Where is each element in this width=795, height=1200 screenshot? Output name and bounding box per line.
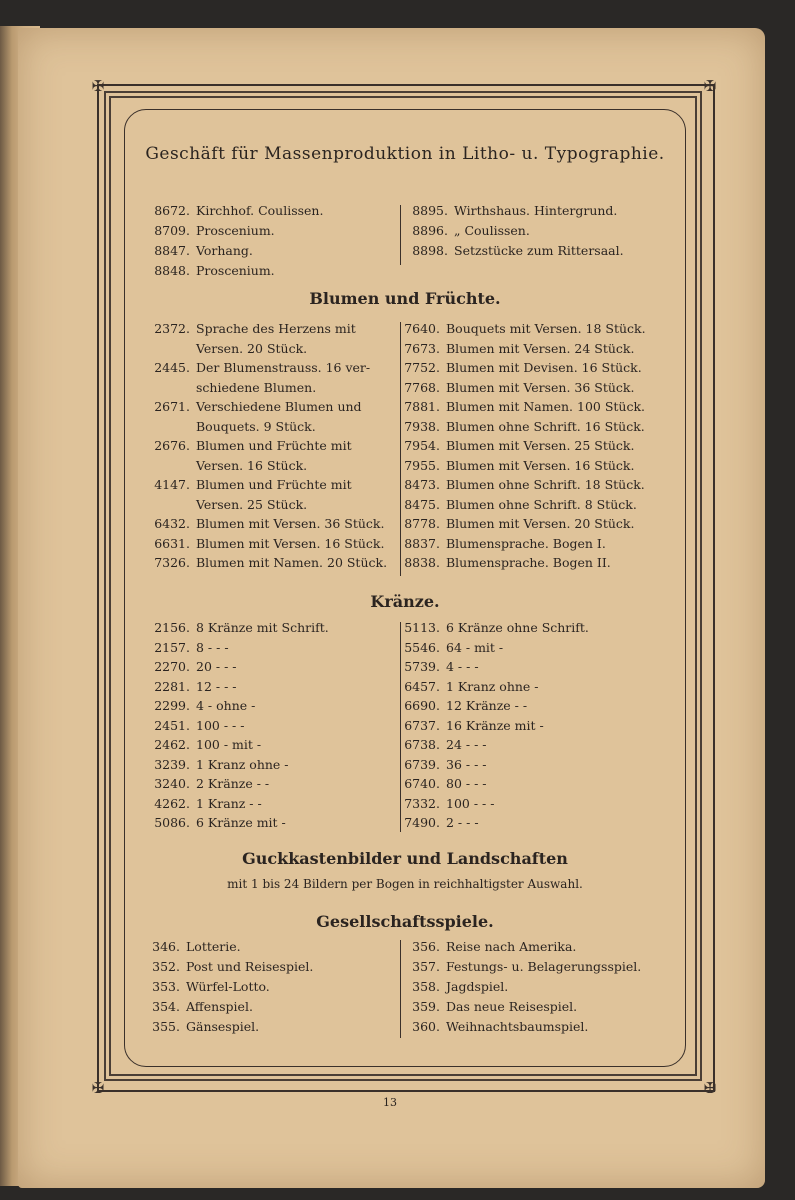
list-item [150, 319, 400, 339]
list-item [150, 774, 400, 794]
item-number: 352. [152, 959, 180, 974]
item-number: 2451. [154, 717, 190, 733]
item-text: Reise nach Amerika. [446, 939, 577, 954]
item-text: 6 Kränze mit - [196, 815, 286, 830]
page-header: Geschäft für Massenproduktion in Litho- u. Typographie. [145, 144, 665, 164]
item-number: 7955. [404, 457, 440, 473]
list-item [150, 261, 400, 281]
item-number: 2372. [154, 321, 190, 336]
list-item [400, 378, 660, 398]
item-text: Affenspiel. [186, 999, 253, 1014]
list-item [150, 241, 400, 261]
item-number: 357. [412, 959, 440, 974]
item-number: 2445. [154, 360, 190, 375]
list-item [400, 735, 660, 755]
item-number: 5113. [404, 620, 440, 635]
item-text: 100 - - - [446, 795, 495, 811]
list-item [400, 696, 660, 716]
list-item [150, 201, 400, 221]
item-text: Versen. 25 Stück. [196, 496, 308, 512]
item-text: schiedene Blumen. [196, 379, 317, 395]
list-item [400, 677, 660, 697]
list-item [150, 716, 400, 736]
item-text: 2 Kränze - - [196, 776, 270, 791]
list-item [400, 319, 660, 339]
list-item [150, 436, 400, 456]
item-number: 354. [152, 999, 180, 1014]
item-number: 6690. [404, 698, 440, 713]
list-item [400, 553, 660, 573]
list-item [400, 514, 660, 534]
list-item [140, 937, 390, 957]
list-item [400, 977, 660, 997]
page-number: 13 [383, 1096, 397, 1109]
item-text: 6 Kränze ohne Schrift. [446, 620, 589, 635]
item-number: 4262. [154, 795, 190, 811]
item-text: 8 Kränze mit Schrift. [196, 620, 329, 635]
item-text: Würfel-Lotto. [186, 979, 270, 994]
list-item [400, 1017, 660, 1037]
item-number: 8847. [154, 243, 190, 258]
spiele-left-list [140, 937, 390, 1037]
list-item [150, 534, 400, 554]
list-item [140, 997, 390, 1017]
item-number: 5546. [404, 639, 440, 655]
list-item [150, 495, 400, 515]
item-text: Vorhang. [196, 243, 253, 258]
item-text: 4 - - - [446, 659, 479, 674]
item-number: 7881. [404, 399, 440, 414]
list-item [408, 221, 658, 241]
list-item [400, 358, 660, 378]
item-text: 20 - - - [196, 659, 237, 674]
section-title-kraenze: Kränze. [370, 592, 440, 611]
item-number: 8848. [154, 263, 190, 278]
list-item [150, 735, 400, 755]
list-item [400, 495, 660, 515]
item-number: 2462. [154, 737, 190, 752]
item-text: Blumen mit Versen. 16 Stück. [196, 535, 385, 551]
list-item [408, 201, 658, 221]
list-item [400, 475, 660, 495]
list-item [400, 794, 660, 814]
item-text: 12 - - - [196, 678, 237, 694]
item-text: Blumensprache. Bogen I. [446, 535, 606, 551]
list-item [150, 696, 400, 716]
list-item [150, 677, 400, 697]
kraenze-right-list [400, 618, 660, 833]
item-text: 36 - - - [446, 756, 487, 772]
item-number: 2299. [154, 698, 190, 713]
ornament-corner-icon: ✠ [703, 1079, 717, 1097]
item-text: Jagdspiel. [446, 979, 509, 994]
item-number: 7490. [404, 815, 440, 830]
item-number: 346. [152, 939, 180, 954]
list-item [400, 456, 660, 476]
item-text: 80 - - - [446, 776, 487, 791]
list-item [150, 638, 400, 658]
column-divider [400, 205, 401, 265]
item-number: 8895. [412, 203, 448, 218]
top-right-list [408, 201, 658, 261]
item-text: Versen. 16 Stück. [196, 457, 308, 473]
list-item [408, 241, 658, 261]
item-text: Bouquets mit Versen. 18 Stück. [446, 321, 646, 336]
item-text: Blumen mit Versen. 36 Stück. [196, 516, 385, 531]
item-text: Blumensprache. Bogen II. [446, 555, 611, 570]
list-item [400, 534, 660, 554]
item-number: 2671. [154, 399, 190, 414]
item-text: 100 - mit - [196, 737, 262, 752]
list-item [400, 937, 660, 957]
list-item [400, 774, 660, 794]
blumen-right-list [400, 319, 660, 573]
item-number: 6739. [404, 756, 440, 772]
item-text: Blumen ohne Schrift. 18 Stück. [446, 477, 645, 492]
item-number: 8896. [412, 223, 448, 238]
item-number: 7640. [404, 321, 440, 336]
item-text: Blumen ohne Schrift. 16 Stück. [446, 418, 645, 434]
list-item [150, 553, 400, 573]
item-number: 8837. [404, 535, 440, 551]
section-title-guckkasten: Guckkastenbilder und Landschaften [242, 849, 568, 868]
list-item [400, 638, 660, 658]
list-item [400, 657, 660, 677]
item-text: Blumen mit Versen. 24 Stück. [446, 340, 635, 356]
item-number: 355. [152, 1019, 180, 1034]
list-item [400, 755, 660, 775]
item-text: Festungs- u. Belagerungsspiel. [446, 959, 642, 974]
item-number: 7768. [404, 379, 440, 395]
item-number: 2281. [154, 678, 190, 694]
item-text: Blumen mit Devisen. 16 Stück. [446, 360, 642, 375]
item-number: 6432. [154, 516, 190, 531]
item-text: Gänsespiel. [186, 1019, 260, 1034]
item-number: 8898. [412, 243, 448, 258]
list-item [400, 397, 660, 417]
item-text: 4 - ohne - [196, 698, 256, 713]
item-text: 1 Kranz ohne - [446, 678, 539, 694]
item-number: 353. [152, 979, 180, 994]
list-item [150, 813, 400, 833]
list-item [400, 957, 660, 977]
list-item [150, 794, 400, 814]
item-text: 100 - - - [196, 717, 245, 733]
item-number: 2157. [154, 639, 190, 655]
item-number: 5739. [404, 659, 440, 674]
list-item [400, 417, 660, 437]
item-text: Weihnachtsbaumspiel. [446, 1019, 589, 1034]
item-text: Blumen und Früchte mit [196, 438, 352, 453]
list-item [400, 716, 660, 736]
item-text: Setzstücke zum Rittersaal. [454, 243, 624, 258]
item-text: Sprache des Herzens mit [196, 321, 356, 336]
list-item [150, 456, 400, 476]
list-item [140, 1017, 390, 1037]
list-item [400, 436, 660, 456]
item-text: Das neue Reisespiel. [446, 999, 578, 1014]
item-number: 2270. [154, 659, 190, 674]
section-title-blumen: Blumen und Früchte. [309, 289, 501, 308]
item-number: 6738. [404, 737, 440, 752]
item-number: 8838. [404, 555, 440, 570]
blumen-left-list [150, 319, 400, 573]
list-item [150, 657, 400, 677]
list-item [140, 957, 390, 977]
item-text: Versen. 20 Stück. [196, 340, 308, 356]
list-item [150, 514, 400, 534]
item-text: 16 Kränze mit - [446, 717, 544, 733]
list-item [400, 997, 660, 1017]
item-number: 7326. [154, 555, 190, 570]
item-number: 7938. [404, 418, 440, 434]
item-text: 8 - - - [196, 639, 229, 655]
item-number: 6737. [404, 717, 440, 733]
item-text: Bouquets. 9 Stück. [196, 418, 316, 434]
list-item [150, 618, 400, 638]
list-item [150, 417, 400, 437]
list-item [150, 755, 400, 775]
item-text: Blumen ohne Schrift. 8 Stück. [446, 496, 637, 512]
item-number: 2676. [154, 438, 190, 453]
item-text: Der Blumenstrauss. 16 ver- [196, 360, 371, 375]
item-number: 2156. [154, 620, 190, 635]
item-number: 358. [412, 979, 440, 994]
list-item [400, 339, 660, 359]
item-text: Blumen mit Versen. 20 Stück. [446, 516, 635, 531]
item-number: 7954. [404, 438, 440, 453]
item-number: 360. [412, 1019, 440, 1034]
item-text: Blumen und Früchte mit [196, 477, 352, 492]
kraenze-left-list [150, 618, 400, 833]
list-item [400, 618, 660, 638]
item-number: 6457. [404, 678, 440, 694]
list-item [150, 475, 400, 495]
item-text: 64 - mit - [446, 639, 504, 655]
item-text: 1 Kranz ohne - [196, 756, 289, 772]
item-number: 7673. [404, 340, 440, 356]
item-text: 1 Kranz - - [196, 795, 262, 811]
item-number: 8778. [404, 516, 440, 531]
item-text: Blumen mit Versen. 25 Stück. [446, 438, 635, 453]
item-text: Kirchhof. Coulissen. [196, 203, 324, 218]
section-subtitle-guckkasten: mit 1 bis 24 Bildern per Bogen in reichhaltigster Auswahl. [227, 877, 583, 891]
item-text: „ Coulissen. [454, 223, 530, 238]
item-text: Post und Reisespiel. [186, 959, 314, 974]
section-title-spiele: Gesellschaftsspiele. [316, 912, 494, 931]
item-number: 3240. [154, 776, 190, 791]
item-text: Verschiedene Blumen und [196, 399, 362, 414]
item-number: 359. [412, 999, 440, 1014]
item-text: Lotterie. [186, 939, 241, 954]
item-number: 6740. [404, 776, 440, 791]
item-text: Blumen mit Versen. 36 Stück. [446, 379, 635, 395]
item-text: Wirthshaus. Hintergrund. [454, 203, 618, 218]
item-text: Blumen mit Namen. 100 Stück. [446, 399, 646, 414]
item-number: 5086. [154, 815, 190, 830]
item-text: 12 Kränze - - [446, 698, 528, 713]
list-item [400, 813, 660, 833]
item-text: Blumen mit Namen. 20 Stück. [196, 555, 388, 570]
item-number: 7332. [404, 795, 440, 811]
item-number: 8475. [404, 496, 440, 512]
item-text: 2 - - - [446, 815, 479, 830]
list-item [150, 221, 400, 241]
item-text: Proscenium. [196, 263, 275, 278]
list-item [150, 378, 400, 398]
list-item [150, 339, 400, 359]
list-item [140, 977, 390, 997]
list-item [150, 397, 400, 417]
item-text: 24 - - - [446, 737, 487, 752]
top-left-list [150, 201, 400, 281]
ornament-corner-icon: ✠ [91, 1079, 105, 1097]
item-number: 8709. [154, 223, 190, 238]
item-text: Blumen mit Versen. 16 Stück. [446, 457, 635, 473]
item-number: 7752. [404, 360, 440, 375]
item-number: 6631. [154, 535, 190, 551]
item-number: 4147. [154, 477, 190, 492]
item-number: 356. [412, 939, 440, 954]
item-number: 3239. [154, 756, 190, 772]
item-text: Proscenium. [196, 223, 275, 238]
list-item [150, 358, 400, 378]
ornament-corner-icon: ✠ [703, 77, 717, 95]
item-number: 8473. [404, 477, 440, 492]
item-number: 8672. [154, 203, 190, 218]
ornament-corner-icon: ✠ [91, 77, 105, 95]
spiele-right-list [400, 937, 660, 1037]
